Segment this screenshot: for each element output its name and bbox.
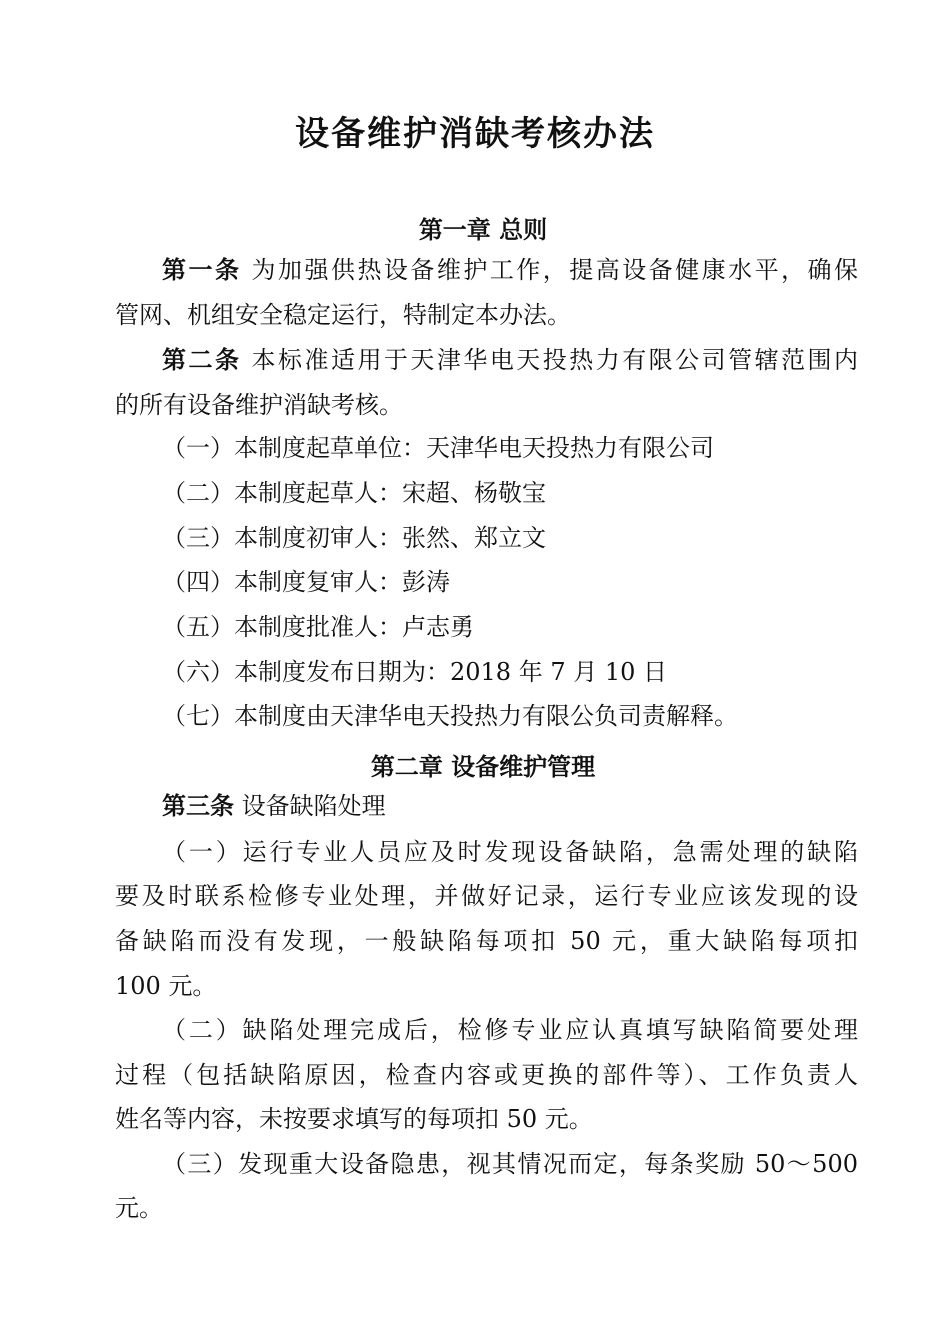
list-item-1: （一）本制度起草单位：天津华电天投热力有限公司 — [162, 434, 714, 462]
chapter-2-heading: 第二章 设备维护管理 — [370, 753, 596, 781]
article-2-label: 第二条 — [162, 346, 242, 374]
list-item-5: （五）本制度批准人：卢志勇 — [162, 613, 474, 641]
para-1-line-1: （一）运行专业人员应及时发现设备缺陷，急需处理的缺陷 — [162, 838, 858, 866]
list-item-2: （二）本制度起草人：宋超、杨敬宝 — [162, 479, 546, 507]
article-3-text: 设备缺陷处理 — [241, 792, 386, 820]
para-2-line-1: （二）缺陷处理完成后，检修专业应认真填写缺陷简要处理 — [162, 1016, 858, 1044]
article-1-line-2: 管网、机组安全稳定运行，特制定本办法。 — [115, 301, 571, 329]
article-2-text: 本标准适用于天津华电天投热力有限公司管辖范围内 — [251, 346, 859, 374]
article-1-text: 为加强供热设备维护工作，提高设备健康水平，确保 — [251, 256, 859, 284]
para-3-line-2: 元。 — [115, 1194, 163, 1222]
article-1-line-1 — [162, 254, 858, 286]
para-1-line-2: 要及时联系检修专业处理，并做好记录，运行专业应该发现的设 — [115, 882, 858, 910]
para-1-line-3: 备缺陷而没有发现，一般缺陷每项扣 50 元，重大缺陷每项扣 — [115, 927, 858, 955]
article-2-line-2: 的所有设备维护消缺考核。 — [115, 391, 403, 419]
para-3-line-1: （三）发现重大设备隐患，视其情况而定，每条奖励 50～500 — [162, 1150, 858, 1178]
article-3-label: 第三条 — [162, 792, 234, 820]
para-1-line-4: 100 元。 — [115, 972, 217, 1000]
list-item-4: （四）本制度复审人：彭涛 — [162, 568, 450, 596]
para-2-line-2: 过程（包括缺陷原因，检查内容或更换的部件等）、工作负责人 — [115, 1061, 858, 1089]
document-title: 设备维护消缺考核办法 — [295, 114, 655, 154]
article-1-label: 第一条 — [162, 256, 242, 284]
list-item-6: （六）本制度发布日期为：2018 年 7 月 10 日 — [162, 658, 668, 686]
article-2-line-1 — [162, 344, 858, 376]
article-3-line — [162, 790, 386, 822]
list-item-3: （三）本制度初审人：张然、郑立文 — [162, 524, 546, 552]
para-2-line-3: 姓名等内容，未按要求填写的每项扣 50 元。 — [115, 1105, 593, 1133]
list-item-7: （七）本制度由天津华电天投热力有限公负司责解释。 — [162, 702, 738, 730]
chapter-1-heading: 第一章 总则 — [418, 216, 548, 244]
